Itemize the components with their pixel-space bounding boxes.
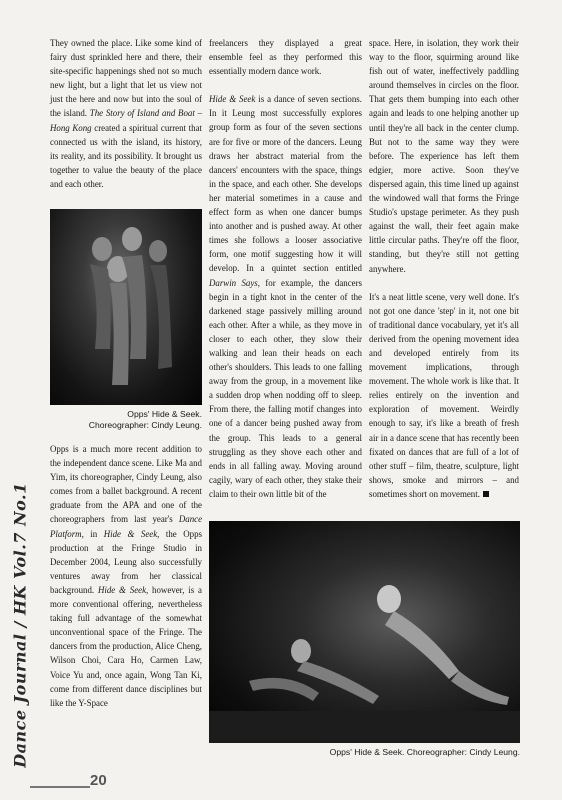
end-of-article-mark [483, 491, 489, 497]
paragraph: Opps is a much more recent addition to the independent dance scene. Like Ma and Yim, its choreographer, Cindy Leung, also comes from a ballet background. A recent graduate from the APA and one of the choreographers from last year's Dance Platform, in Hide & Seek, the Opps production at the Fringe Studio in December 2004, Leung also successfully ventures away from her classical background. Hide & Seek, however, is a more conventional offering, nevertheless taking full advantage of the somewhat unconventional space of the Fringe. The dancers from the production, Alice Cheng, Wilson Choi, Cara Ho, Carmen Law, Voice Yu and, once again, Wong Tan Ki, come from different dance disciplines but like the Y-Space [50, 444, 203, 708]
photo-caption-bottom: Opps' Hide & Seek. Choreographer: Cindy Leung. [329, 747, 520, 757]
article-column-left-top [50, 36, 202, 191]
article-column-middle [209, 36, 362, 501]
footer-rule [30, 786, 90, 788]
paragraph: It's a neat little scene, very well done. It's not got one dance 'step' in it, not one bit of traditional dance vocabulary, yet it's all derived from the opening movement idea and developed entirely from its movement implications, through movement. The whole work is like that. It relies entirely on the invention and exploration of movement. Weirdly enough to say, it's like a breath of fresh air in a dance scene that has recently been fixated on dances that are full of a lot of other stuff – film, theatre, sculpture, light shows, smoke and mirrors – and sometimes short on movement. [369, 291, 519, 499]
paragraph: space. Here, in isolation, they work their way to the floor, squirming around like fish out of water, ineffectively paddling around themselves in circles on the floor. That gets them bumping into each other again and leads to one helping another up until they're all back in the center clump. But not to the same way they were before. The experience has left them edgier, more active. Soon they've dispersed again, this time lined up against the windowed wall that forms the Fringe Studio's upstage perimeter. As they push against the wall, their feet again make little circular paths. They're off the floor, standing, but they're still not getting anywhere. [369, 38, 519, 274]
paragraph: freelancers they displayed a great ensemble feel as they performed this essentially modern dance work. [209, 38, 362, 77]
running-head: Dance Journal / HK Vol.7 No.1 [10, 482, 30, 768]
article-column-right [369, 36, 519, 501]
page-number: 20 [90, 772, 107, 789]
paragraph: Hide & Seek is a dance of seven sections. In it Leung most successfully explores group form as four of the seven sections are for five or more of the dancers. Leung draws her abstract material from the dancers' encounters with the space, things in the space, and each other. She develops her material sometimes in a cause and effect form as when one dancer bumps into another and is pushed away. At other times she follows a looser associative form, one motif suggesting how it will develop. In a quintet section entitled Darwin Says, for example, the dancers begin in a tight knot in the center of the darkened stage passively milling around each other. After a while, as they move in closer to each other, they slow their walking and lean their heads on each other's shoulders. This leads to one falling away from the group, in a movement like a sudden drop when nodding off to sleep. From there, the falling motif changes into one of a dancer being pushed away from the group. This leads to a general struggling as they shove each other and ends in all falling away. Moving around cagily, wary of each other, they stake their claim to their own little bit of the [209, 94, 362, 499]
article-column-left-bottom [50, 442, 202, 710]
paragraph: They owned the place. Like some kind of fairy dust sprinkled here and there, their site-specific happenings shed not so much new light, but a light that let us view not just the here and now but into the soul of the island. The Story of Island and Boat – Hong Kong created a spiritual current that connected us with the island, its history, its reality, and its possibility. It brought us together to value the beauty of the place and each other. [50, 38, 203, 189]
dancers-illustration [50, 209, 202, 405]
dance-photo-bottom [209, 521, 520, 743]
photo-caption-top: Opps' Hide & Seek. Choreographer: Cindy Leung. [88, 409, 202, 430]
dance-photo-top [50, 209, 202, 405]
floor-dancers-illustration [209, 521, 520, 743]
